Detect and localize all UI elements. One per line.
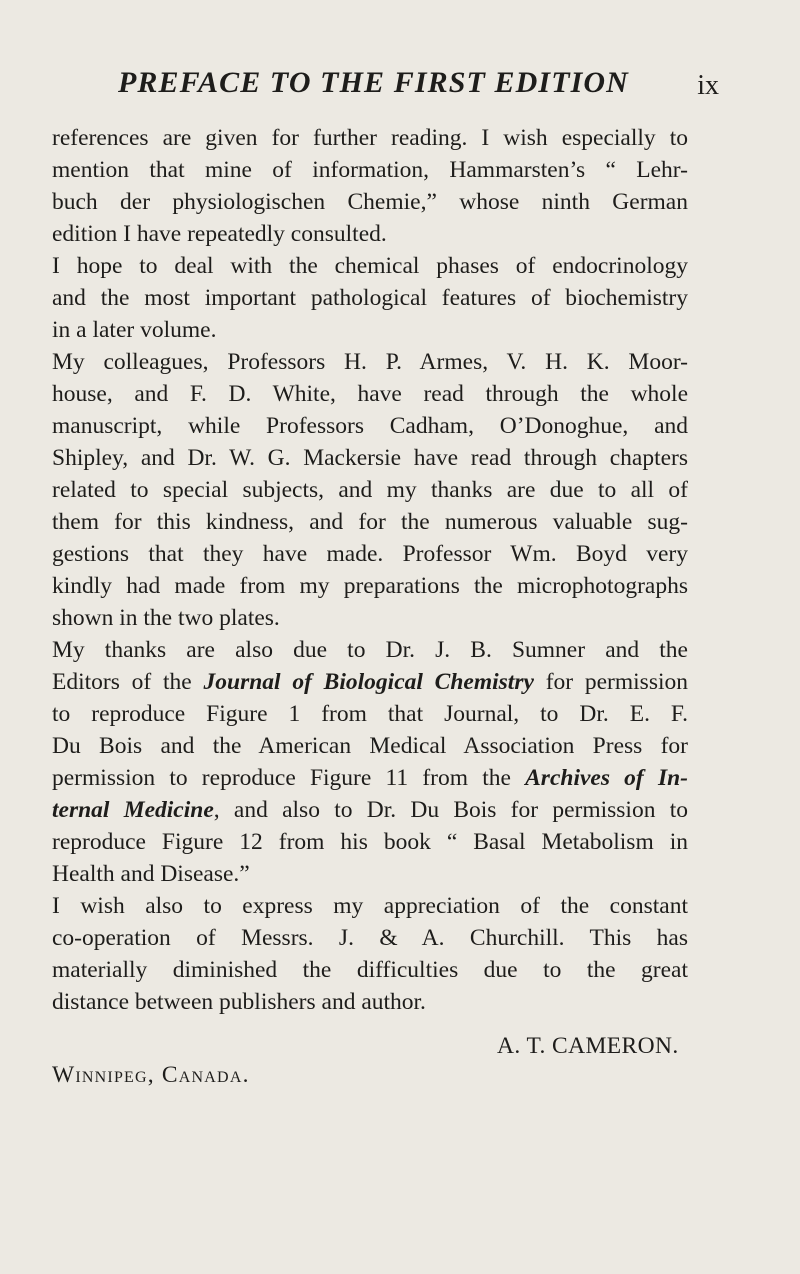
text-run: Editors of the: [52, 669, 204, 695]
text-line: gestions that they have made. Professor Wm. Boyd very: [52, 541, 688, 567]
place-line: Winnipeg, Canada.: [52, 1062, 250, 1088]
text-line: Shipley, and Dr. W. G. Mackersie have read through chapters: [52, 445, 688, 471]
text-line: distance between publishers and author.: [52, 989, 426, 1015]
text-line: [52, 794, 688, 826]
text-run: for permission: [533, 669, 689, 695]
text-line: mention that mine of information, Hammarsten’s “ Lehr-: [52, 157, 688, 183]
text-line: buch der physiologischen Chemie,” whose ninth German: [52, 189, 688, 215]
text-line: in a later volume.: [52, 317, 217, 343]
text-line: reproduce Figure 12 from his book “ Basal Metabolism in: [52, 829, 688, 855]
text-line: co-operation of Messrs. J. & A. Churchill. This has: [52, 925, 688, 951]
text-line: I wish also to express my appreciation of the constant: [52, 893, 688, 919]
text-line: Health and Disease.”: [52, 861, 250, 887]
text-line: [52, 762, 688, 794]
text-line: and the most important pathological features of biochemistry: [52, 285, 688, 311]
body-text: [52, 122, 688, 1018]
text-line: house, and F. D. White, have read through the whole: [52, 381, 688, 407]
text-line: shown in the two plates.: [52, 605, 280, 631]
author-signature: A. T. CAMERON.: [497, 1033, 679, 1059]
text-line: My thanks are also due to Dr. J. B. Sumner and the: [52, 637, 688, 663]
text-line: manuscript, while Professors Cadham, O’Donoghue, and: [52, 413, 688, 439]
page-number: ix: [697, 70, 719, 101]
journal-title: Journal of Biological Chemistry: [203, 669, 534, 695]
journal-title: ternal Medicine: [52, 797, 214, 823]
text-line: to reproduce Figure 1 from that Journal, to Dr. E. F.: [52, 701, 688, 727]
running-head: [118, 66, 718, 106]
text-line: I hope to deal with the chemical phases of endocrinology: [52, 253, 688, 279]
text-line: Du Bois and the American Medical Association Press for: [52, 733, 688, 759]
text-line: kindly had made from my preparations the microphotographs: [52, 573, 688, 599]
journal-title: Archives of In-: [525, 765, 688, 791]
text-run: , and also to Dr. Du Bois for permission to: [213, 797, 688, 823]
text-line: them for this kindness, and for the numerous valuable sug-: [52, 509, 688, 535]
text-line: related to special subjects, and my thanks are due to all of: [52, 477, 688, 503]
text-line: references are given for further reading. I wish especially to: [52, 125, 688, 151]
running-head-title: PREFACE TO THE FIRST EDITION: [118, 66, 629, 99]
text-line: [52, 666, 688, 698]
text-run: permission to reproduce Figure 11 from the: [52, 765, 526, 791]
text-line: materially diminished the difficulties due to the great: [52, 957, 688, 983]
text-line: edition I have repeatedly consulted.: [52, 221, 387, 247]
text-line: My colleagues, Professors H. P. Armes, V. H. K. Moor-: [52, 349, 688, 375]
